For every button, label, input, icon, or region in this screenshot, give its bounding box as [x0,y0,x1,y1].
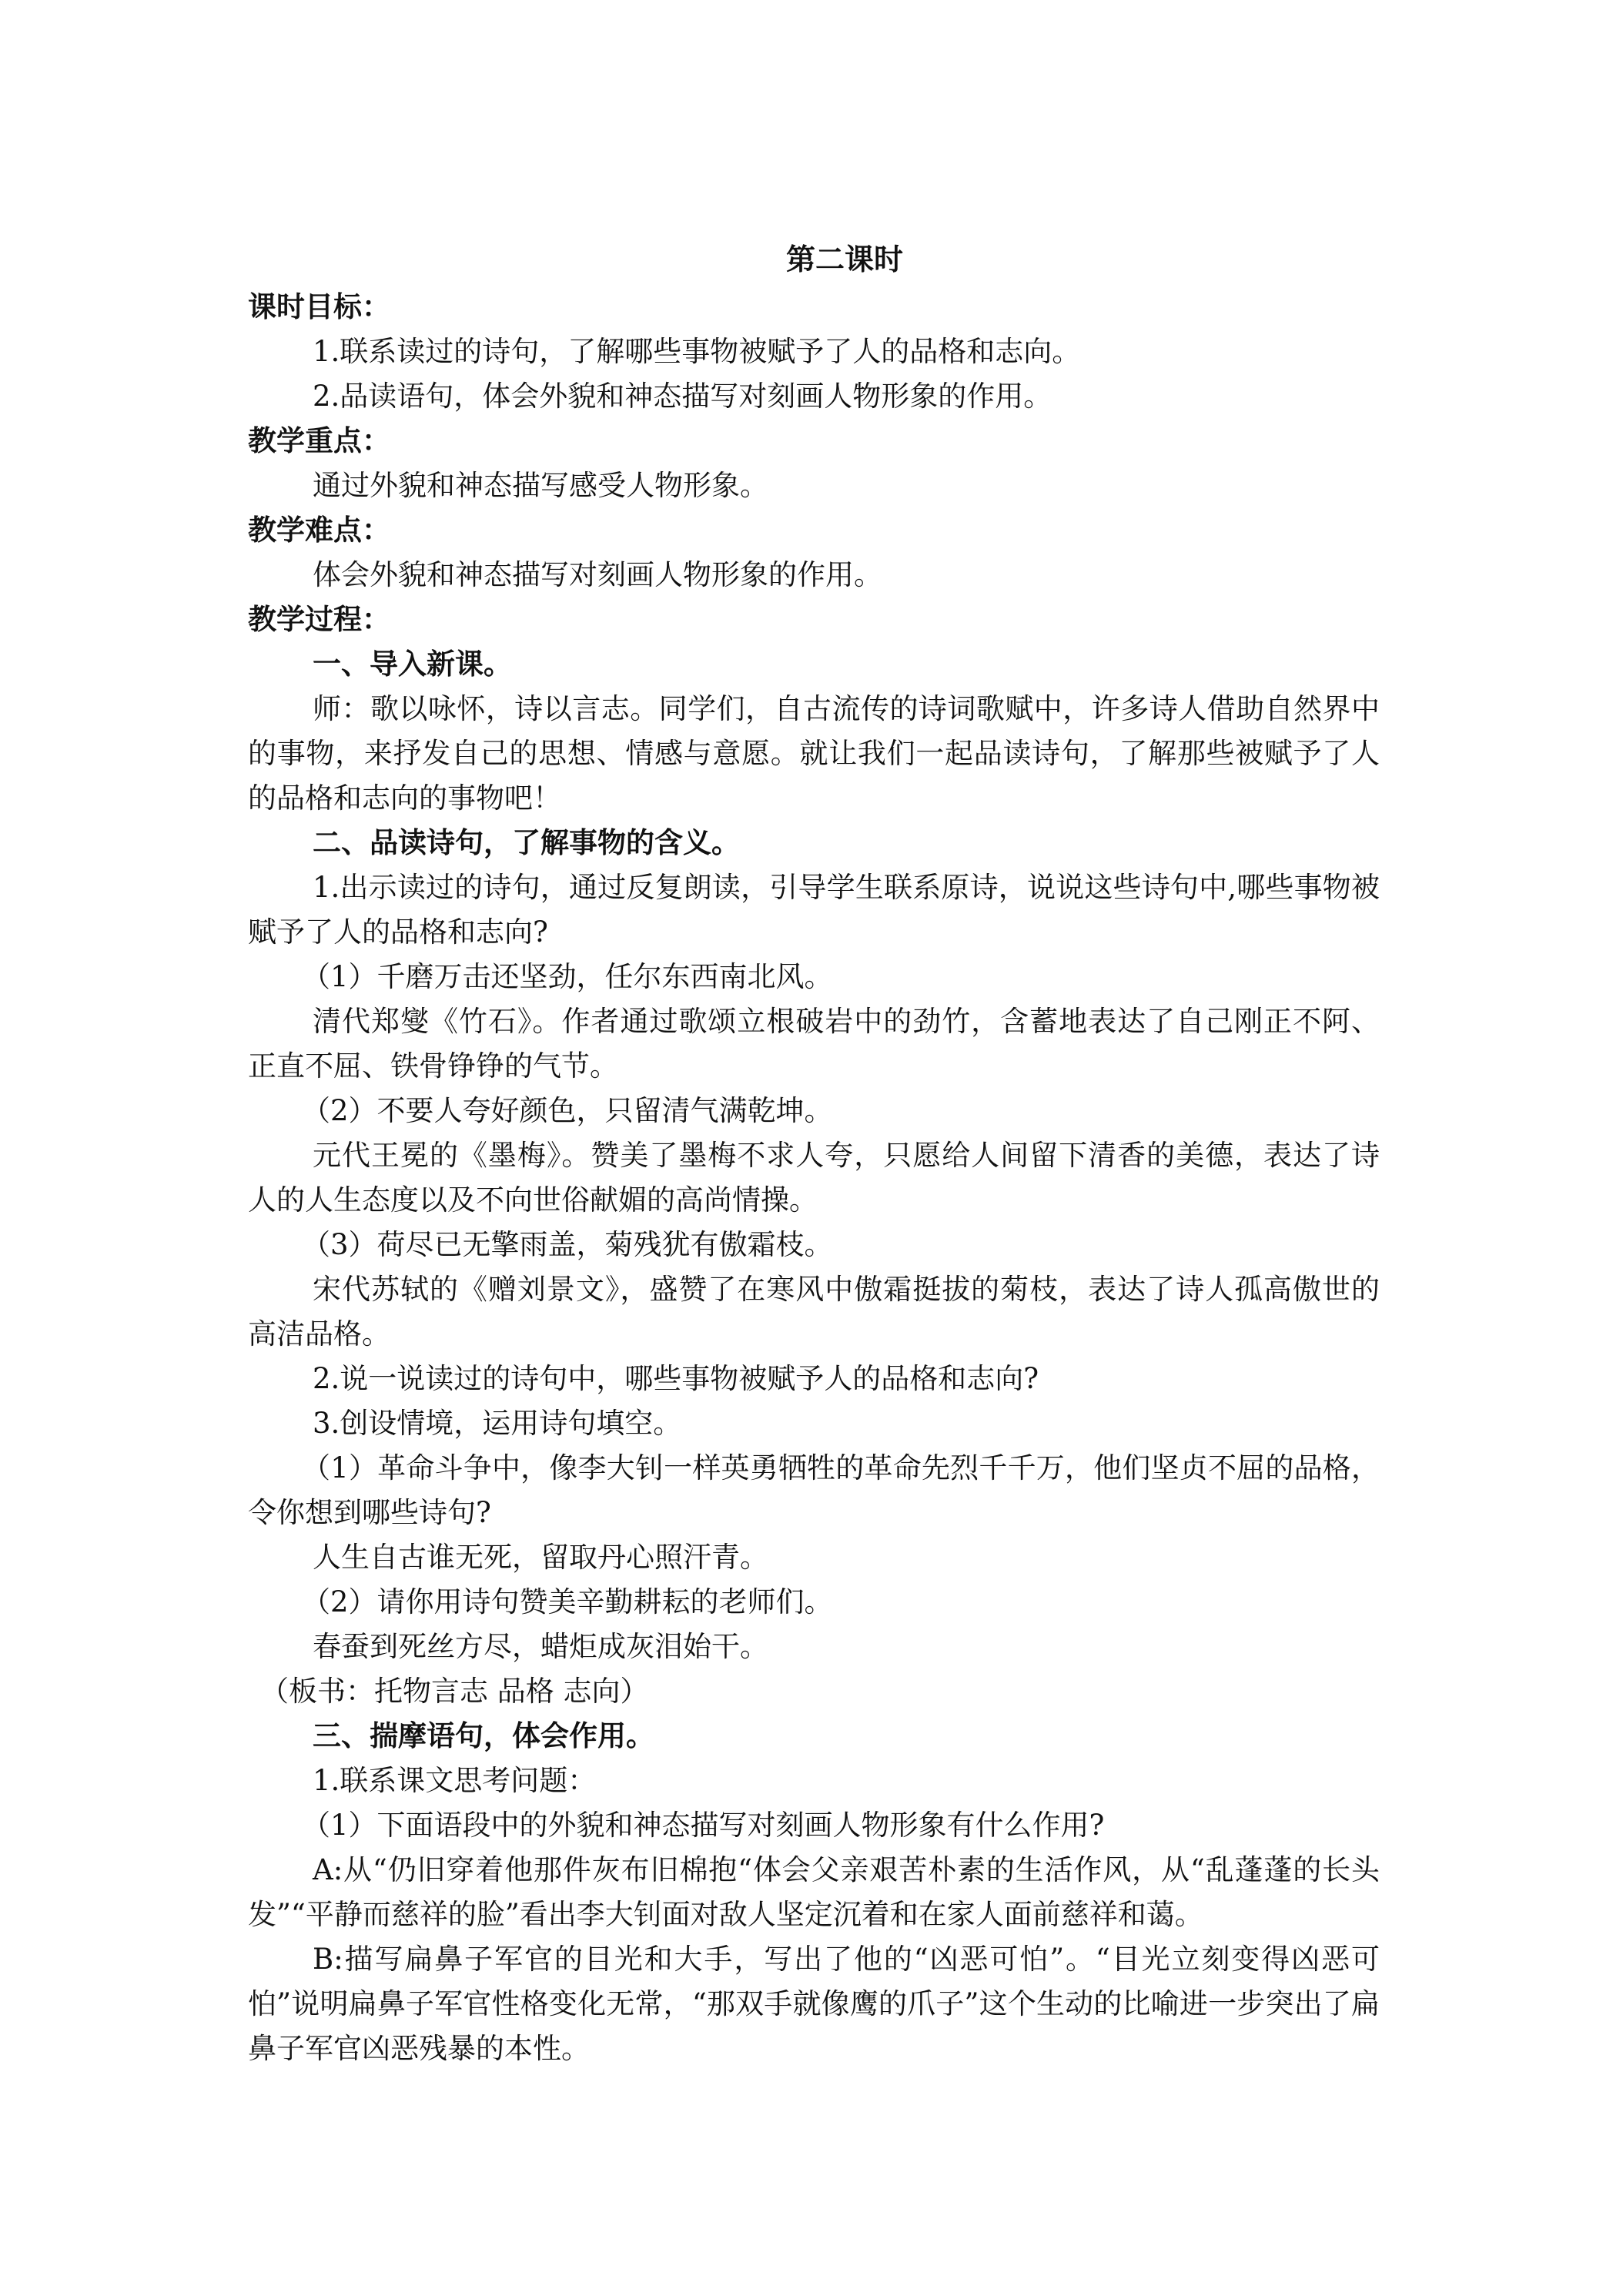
process-heading: 教学过程： [248,603,390,636]
answer-b: B:描写扁鼻子军官的目光和大手，写出了他的“凶恶可怕”。“目光立刻变得凶恶可怕”说明扁鼻子军官性格变化无常，“那双手就像鹰的爪子”这个生动的比喻进一步突出了扁鼻子军官凶恶残暴的本性。 [248,1943,1380,2065]
poem-1-note: 清代郑燮《竹石》。作者通过歌颂立根破岩中的劲竹，含蓄地表达了自己刚正不阿、正直不屈、铁骨铮铮的气节。 [248,1005,1380,1083]
difficulty-heading: 教学难点： [248,514,390,547]
answer-1: 人生自古谁无死，留取丹心照汗青。 [313,1541,768,1574]
part3-item1: 1.联系课文思考问题： [313,1764,597,1797]
answer-a: A:从“仍旧穿着他那件灰布旧棉抱“体会父亲艰苦朴素的生活作风，从“乱蓬蓬的长头发”“平静而慈祥的脸”看出李大钊面对敌人坚定沉着和在家人面前慈祥和蔼。 [248,1853,1380,1931]
goal-1: 1.联系读过的诗句，了解哪些事物被赋予了人的品格和志向。 [313,335,1081,368]
part2-item2: 2.说一说读过的诗句中，哪些事物被赋予人的品格和志向? [313,1362,1039,1395]
page-title: 第二课时 [785,243,903,276]
goals-heading: 课时目标： [248,290,390,323]
part2-item3: 3.创设情境，运用诗句填空。 [313,1407,682,1440]
poem-2: （2）不要人夸好颜色，只留清气满乾坤。 [302,1094,833,1127]
part1-text: 师：歌以咏怀，诗以言志。同学们，自古流传的诗词歌赋中，许多诗人借助自然界中的事物，来抒发自己的思想、情感与意愿。就让我们一起品读诗句，了解那些被赋予了人的品格和志向的事物吧！ [248,692,1380,815]
key-text: 通过外貌和神态描写感受人物形象。 [313,469,768,502]
poem-1: （1）千磨万击还坚劲，任尔东西南北风。 [302,960,833,993]
question-2: （2）请你用诗句赞美辛勤耕耘的老师们。 [302,1585,833,1618]
poem-3: （3）荷尽已无擎雨盖，菊残犹有傲霜枝。 [302,1228,833,1261]
poem-2-note: 元代王冕的《墨梅》。赞美了墨梅不求人夸，只愿给人间留下清香的美德，表达了诗人的人生态度以及不向世俗献媚的高尚情操。 [248,1139,1380,1217]
part2-item1: 1.出示读过的诗句，通过反复朗读，引导学生联系原诗，说说这些诗句中,哪些事物被赋予了人的品格和志向? [248,871,1380,949]
part3-question-1: （1）下面语段中的外貌和神态描写对刻画人物形象有什么作用? [302,1809,1105,1842]
part1-heading: 一、导入新课。 [313,648,512,681]
lesson-plan-page [248,237,1380,2071]
part3-heading: 三、揣摩语句，体会作用。 [313,1719,654,1752]
key-heading: 教学重点： [248,424,390,457]
board-notes: （板书：托物言志 品格 志向） [260,1675,649,1708]
difficulty-text: 体会外貌和神态描写对刻画人物形象的作用。 [313,558,882,591]
goal-2: 2.品读语句，体会外貌和神态描写对刻画人物形象的作用。 [313,380,1052,413]
part2-heading: 二、品读诗句，了解事物的含义。 [313,826,740,859]
question-1: （1）革命斗争中，像李大钊一样英勇牺牲的革命先烈千千万，他们坚贞不屈的品格，令你想到哪些诗句? [248,1451,1380,1529]
answer-2: 春蚕到死丝方尽，蜡炬成灰泪始干。 [313,1630,768,1663]
poem-3-note: 宋代苏轼的《赠刘景文》，盛赞了在寒风中傲霜挺拔的菊枝，表达了诗人孤高傲世的高洁品格。 [248,1273,1380,1350]
